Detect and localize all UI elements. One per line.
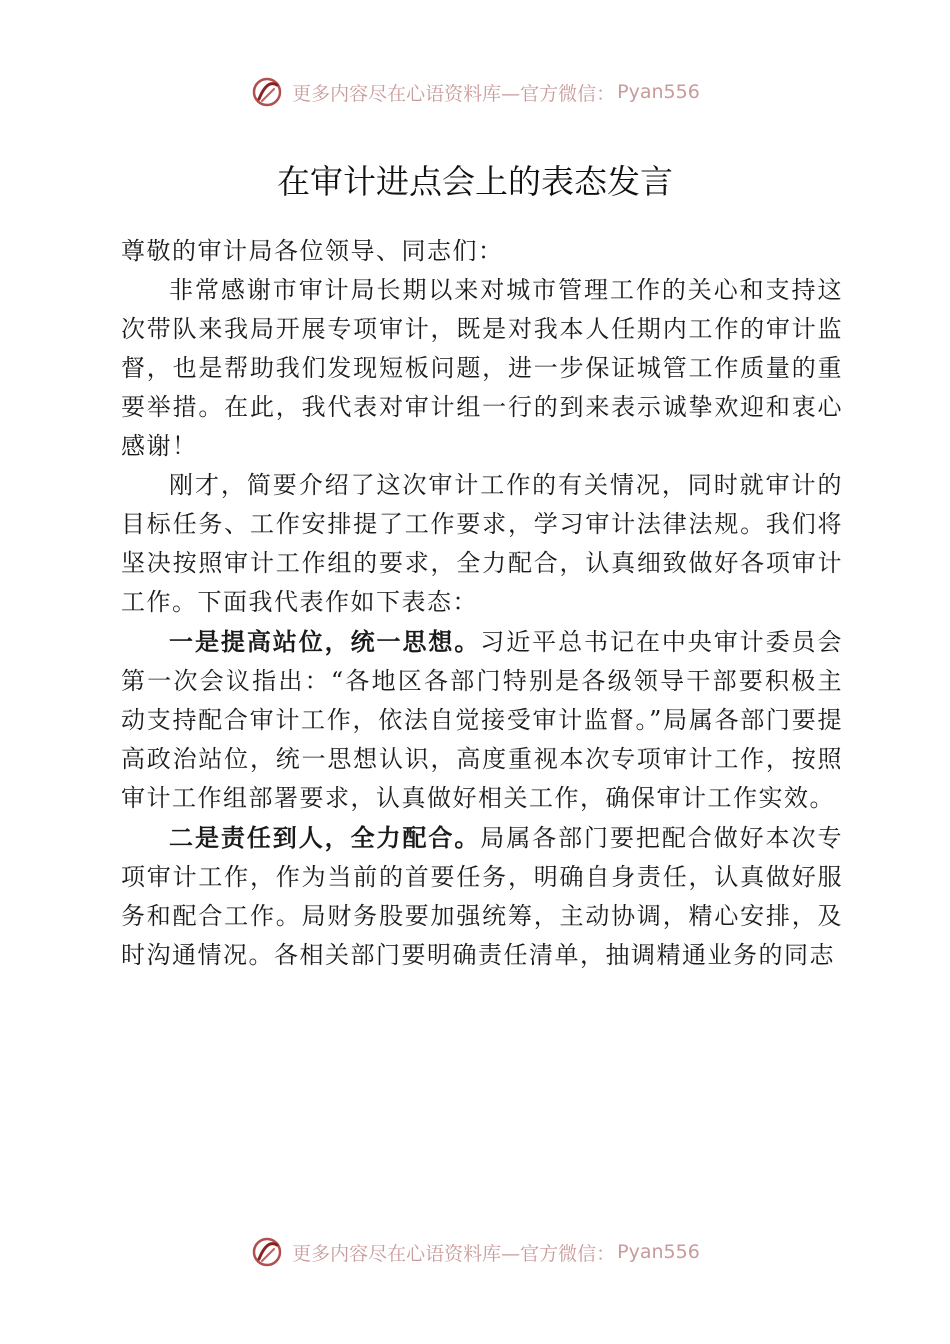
paragraph [121,466,843,622]
logo-icon [250,1235,284,1269]
watermark-handle: Pyan556 [617,81,700,103]
document-title: 在审计进点会上的表态发言 [277,162,673,201]
watermark-header [0,72,950,112]
logo-icon [250,75,284,109]
paragraph-text: 非常感谢市审计局长期以来对城市管理工作的关心和支持这次带队来我局开展专项审计，既是对我本人任期内工作的审计监督，也是帮助我们发现短板问题，进一步保证城管工作质量的重要举措。在此，我代表对审计组一行的到来表示诚挚欢迎和衷心感谢！ [121,276,843,460]
watermark-handle: Pyan556 [617,1241,700,1263]
watermark-footer [0,1232,950,1272]
paragraph [121,818,843,975]
paragraph-lead: 一是提高站位，统一思想。 [169,627,481,656]
salutation: 尊敬的审计局各位领导、同志们： [121,237,504,265]
paragraph-text: 刚才，简要介绍了这次审计工作的有关情况，同时就审计的目标任务、工作安排提了工作要求，学习审计法律法规。我们将坚决按照审计工作组的要求，全力配合，认真细致做好各项审计工作。下面我代表作如下表态： [121,471,843,616]
paragraph-text: 习近平总书记在中央审计委员会第一次会议指出：“各地区各部门特别是各级领导干部要积极主动支持配合审计工作，依法自觉接受审计监督。”局属各部门要提高政治站位，统一思想认识，高度重视本次专项审计工作，按照审计工作组部署要求，认真做好相关工作，确保审计工作实效。 [121,628,844,812]
paragraph-lead: 二是责任到人，全力配合。 [169,823,481,852]
watermark-text: 更多内容尽在心语资料库—官方微信： [292,1242,616,1265]
document-body [121,232,843,975]
paragraph-text: 局属各部门要把配合做好本次专项审计工作，作为当前的首要任务，明确自身责任，认真做好服务和配合工作。局财务股要加强统筹，主动协调，精心安排，及时沟通情况。各相关部门要明确责任清单，抽调精通业务的同志 [121,824,844,969]
watermark-text: 更多内容尽在心语资料库—官方微信： [292,82,616,105]
paragraph [121,271,843,466]
paragraph [121,622,843,818]
